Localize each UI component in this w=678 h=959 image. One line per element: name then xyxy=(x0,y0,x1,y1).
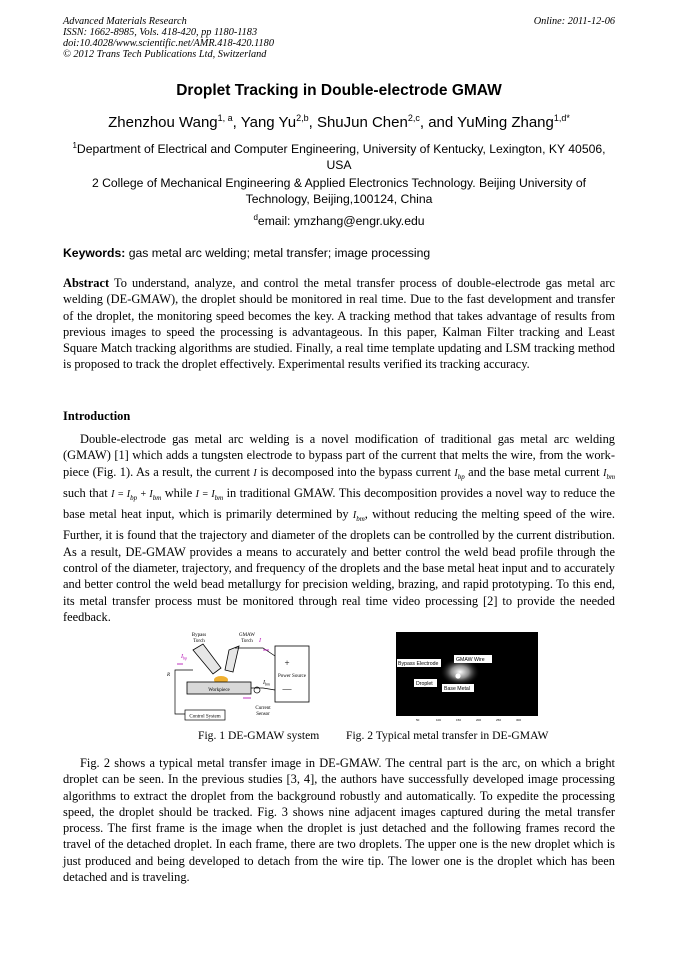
figure-2-metal-transfer-image xyxy=(386,632,541,722)
author-name: YuMing Zhang xyxy=(457,114,554,131)
bright-droplet xyxy=(455,673,460,678)
positive-terminal: + xyxy=(284,658,290,668)
journal-copyright: © 2012 Trans Tech Publications Ltd, Switzerland xyxy=(63,49,267,60)
figure-1-caption: Fig. 1 DE-GMAW system xyxy=(198,729,320,742)
author-affil-mark: 1, a xyxy=(217,113,233,123)
journal-doi: doi:10.4028/www.scientific.net/AMR.418-420.1180 xyxy=(63,38,274,49)
text-run: in traditional GMAW. This decomposition provides a novel way to reduce the base metal heat input, which is primarily determined by xyxy=(63,485,615,522)
journal-name: Advanced Materials Research xyxy=(63,16,187,27)
section-heading-introduction: Introduction xyxy=(63,409,131,423)
power-source-label: Power Source xyxy=(278,674,306,679)
intro-paragraph-1 xyxy=(63,431,615,625)
current-sensor-label: Sensor xyxy=(256,712,270,717)
y-tick-label: 200 xyxy=(388,679,394,683)
gmaw-torch-label: Torch xyxy=(241,639,253,644)
label-droplet: Droplet xyxy=(416,681,433,687)
author-name: Zhenzhou Wang xyxy=(108,114,218,131)
resistor-label: R xyxy=(167,673,171,678)
gmaw-torch-label: GMAW xyxy=(239,633,255,638)
email-text: email: ymzhang@engr.uky.edu xyxy=(257,214,425,229)
math-subscript: bm xyxy=(606,472,615,481)
affiliation-2: 2 College of Mechanical Engineering & Applied Electronics Technology. Beijing University of Technology, Beijing,100124, China xyxy=(91,176,587,206)
current-symbol: I xyxy=(181,654,183,660)
online-date: Online: 2011-12-06 xyxy=(533,16,615,27)
math-subscript: bp xyxy=(457,472,465,481)
text-run: Double-electrode gas metal arc welding is a novel modification of traditional gas metal arc welding (GMAW) [1] which adds a tungsten electrode to bypass part of the current that melts the wire, from the work-piece (Fig. 1). As a result, the current xyxy=(63,432,615,479)
keywords-label: Keywords: xyxy=(63,246,126,260)
x-tick-label: 200 xyxy=(476,718,482,722)
math-symbol: I = I xyxy=(111,488,131,500)
math-current-ibp xyxy=(454,468,464,479)
y-tick-label: 150 xyxy=(388,667,394,671)
x-tick-label: 150 xyxy=(456,718,462,722)
author-affil-mark: 2,b xyxy=(296,113,309,123)
x-tick-label: 300 xyxy=(516,718,522,722)
math-current-i: I xyxy=(253,467,257,479)
abstract-text: To understand, analyze, and control the metal transfer process of double-electrode gas metal arc welding (DE-GMAW), the droplet should be monitored in real time. Due to the fast development and transfer of the droplet, the monitoring speed becomes the key. A tracking method that takes advantage of results from previous images to speed the processing is advantageous. In this paper, Kalman Filter tracking and Least Square Match tracking algorithms are studied. Finally, a real time template updating and LSM tracking method is proposed to track the droplet effectively. Experimental results verified its tracking accuracy. xyxy=(63,276,615,372)
math-subscript: bm xyxy=(152,493,162,502)
corresponding-email xyxy=(63,210,615,229)
text-run: and the base metal current xyxy=(464,464,604,479)
keywords xyxy=(63,246,615,260)
label-gmaw-wire: GMAW Wire xyxy=(456,657,485,663)
bypass-wire xyxy=(175,670,193,674)
math-current-ibm xyxy=(603,468,615,479)
math-current-ibm xyxy=(352,510,365,524)
current-symbol: I xyxy=(263,680,265,686)
text-run: while xyxy=(161,485,196,500)
math-symbol: I xyxy=(603,467,607,479)
paper-title: Droplet Tracking in Double-electrode GMAW xyxy=(176,82,502,99)
label-bypass-electrode: Bypass Electrode xyxy=(398,661,439,667)
math-equation-de-gmaw xyxy=(111,489,161,500)
affiliation-1 xyxy=(63,138,615,173)
figure-1-de-gmaw-schematic xyxy=(163,628,319,726)
figure-2-caption: Fig. 2 Typical metal transfer in DE-GMAW xyxy=(346,729,549,742)
base-metal-current-label xyxy=(262,680,270,687)
x-tick-label: 100 xyxy=(436,718,442,722)
y-tick-label: 50 xyxy=(388,643,392,647)
math-equation-gmaw xyxy=(196,489,224,500)
gmaw-wire xyxy=(235,648,275,656)
control-system-label: Control System xyxy=(189,714,221,720)
author-name: Yang Yu xyxy=(240,114,297,131)
math-symbol: I = I xyxy=(195,488,215,500)
author-list: Zhenzhou Wang$^{1, a}$, Yang Yu$^{2,b}$, ShuJun Chen$^{2,c}$, and YuMing Zhang$^{1,d*}$ xyxy=(108,113,570,131)
bypass-torch-label: Torch xyxy=(193,639,205,644)
y-tick-label: 250 xyxy=(388,691,394,695)
bypass-current-label xyxy=(180,654,187,661)
math-symbol: I xyxy=(352,510,357,522)
total-current-label: I xyxy=(259,638,261,644)
text-run: is decomposed into the bypass current xyxy=(256,464,455,479)
author-affil-mark: 1,d* xyxy=(553,113,570,123)
abstract xyxy=(63,275,615,373)
negative-terminal: — xyxy=(282,684,292,694)
label-base-metal: Base Metal xyxy=(444,686,470,692)
bypass-torch-body xyxy=(193,644,221,674)
author-affil-mark: 2,c xyxy=(407,113,420,123)
intro-paragraph-2: Fig. 2 shows a typical metal transfer image in DE-GMAW. The central part is the arc, on which a bright droplet can be seen. In the previous studies [3, 4], the authors have successfully developed image processing algorithms to extract the droplet from the background robustly and automatically. To expedite the processing speed, the droplet should be tracked. Fig. 3 shows nine adjacent images captured during the metal transfer process. The first frame is the image when the droplet is just detached and the following frames record the travel of the detached droplet. In each frame, there are two droplets. The upper one is the new droplet which is just produced and being developed to detach from the wire tip. The lower one is the droplet which has been detached and is traveling. xyxy=(63,756,615,885)
journal-issn: ISSN: 1662-8985, Vols. 418-420, pp 1180-1183 xyxy=(63,27,258,38)
y-tick-label: 300 xyxy=(388,703,394,707)
journal-header xyxy=(63,16,274,60)
keywords-text: gas metal arc welding; metal transfer; image processing xyxy=(125,246,431,260)
current-sensor-label: Current xyxy=(255,706,271,711)
abstract-label: Abstract xyxy=(63,276,110,290)
current-subscript: bm xyxy=(265,681,270,687)
affiliation-mark: 1 xyxy=(72,141,77,150)
math-subscript: bm xyxy=(356,515,365,524)
x-tick-label: 50 xyxy=(416,718,420,722)
math-symbol: I xyxy=(454,467,458,479)
affiliation-text: Department of Electrical and Computer Engineering, University of Kentucky, Lexington, KY 40506, USA xyxy=(76,142,606,173)
math-symbol: + I xyxy=(137,488,153,500)
email-mark: d xyxy=(253,213,258,222)
math-subscript: bm xyxy=(214,493,224,502)
workpiece-label: Workpiece xyxy=(208,688,230,693)
y-tick-label: 100 xyxy=(388,655,394,659)
control-wire xyxy=(175,674,187,714)
gmaw-torch-body xyxy=(225,646,239,672)
text-run: , without reducing the melting speed of the wire. Further, it is found that the trajectory and diameter of the droplets can be controlled by the current distribution. As a result, DE-GMAW provides a means to accurately and better control the weld bead profile through the control of the diameter, trajectory, and frequency of the droplets and the base metal heat input and to accurately and better control the weld bead metallurgy for precision welding, brazing, and rapid prototyping. To this end, its metal transfer process must be monitored through real time video processing [2] to provide the needed feedback. xyxy=(63,507,615,624)
x-tick-label: 250 xyxy=(496,718,502,722)
bypass-torch-label: Bypass xyxy=(191,633,207,638)
current-subscript: bp xyxy=(183,655,187,661)
text-run: such that xyxy=(63,485,112,500)
math-subscript: bp xyxy=(130,493,138,502)
author-name: ShuJun Chen xyxy=(316,114,408,131)
